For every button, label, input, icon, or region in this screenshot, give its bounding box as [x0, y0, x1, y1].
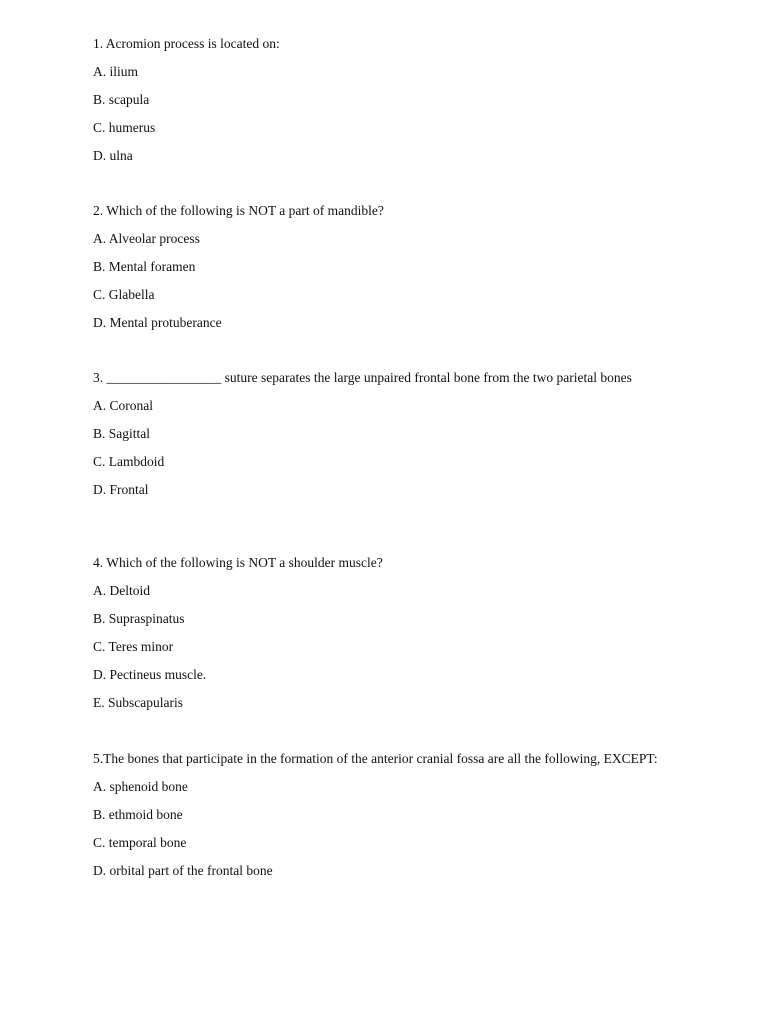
- answer-option-c: C. humerus: [93, 120, 156, 135]
- answer-option-b: B. Supraspinatus: [93, 611, 185, 626]
- question-3: [93, 369, 693, 509]
- answer-option-c: C. Glabella: [93, 287, 155, 302]
- question-stem: 4. Which of the following is NOT a shoulder muscle?: [93, 555, 383, 570]
- question-stem: 2. Which of the following is NOT a part of mandible?: [93, 203, 384, 218]
- answer-option-d: D. Frontal: [93, 482, 149, 497]
- answer-option-a: A. sphenoid bone: [93, 779, 188, 794]
- answer-options: [93, 582, 693, 722]
- answer-option-b: B. Sagittal: [93, 426, 150, 441]
- answer-option-b: B. ethmoid bone: [93, 807, 183, 822]
- question-2: [93, 202, 693, 342]
- answer-option-a: A. ilium: [93, 64, 139, 79]
- answer-options: [93, 397, 693, 509]
- answer-option-c: C. temporal bone: [93, 835, 187, 850]
- answer-option-a: A. Alveolar process: [93, 231, 200, 246]
- answer-options: [93, 230, 693, 342]
- question-5: [93, 750, 693, 890]
- answer-option-a: A. Deltoid: [93, 583, 150, 598]
- answer-option-c: C. Lambdoid: [93, 454, 165, 469]
- answer-options: [93, 778, 693, 890]
- question-1: [93, 35, 693, 175]
- question-stem: 1. Acromion process is located on:: [93, 36, 280, 51]
- answer-option-c: C. Teres minor: [93, 639, 174, 654]
- question-stem: 5.The bones that participate in the formation of the anterior cranial fossa are all the following, EXCEPT:: [93, 751, 658, 766]
- answer-option-d: D. orbital part of the frontal bone: [93, 863, 273, 878]
- answer-option-d: D. Mental protuberance: [93, 315, 222, 330]
- answer-options: [93, 63, 693, 175]
- question-stem: 3. _________________ suture separates the large unpaired frontal bone from the two parietal bones: [93, 370, 632, 385]
- answer-option-a: A. Coronal: [93, 398, 153, 413]
- answer-option-d: D. Pectineus muscle.: [93, 667, 207, 682]
- answer-option-e: E. Subscapularis: [93, 695, 183, 710]
- answer-option-b: B. Mental foramen: [93, 259, 196, 274]
- answer-option-d: D. ulna: [93, 148, 133, 163]
- answer-option-b: B. scapula: [93, 92, 150, 107]
- question-4: [93, 554, 693, 722]
